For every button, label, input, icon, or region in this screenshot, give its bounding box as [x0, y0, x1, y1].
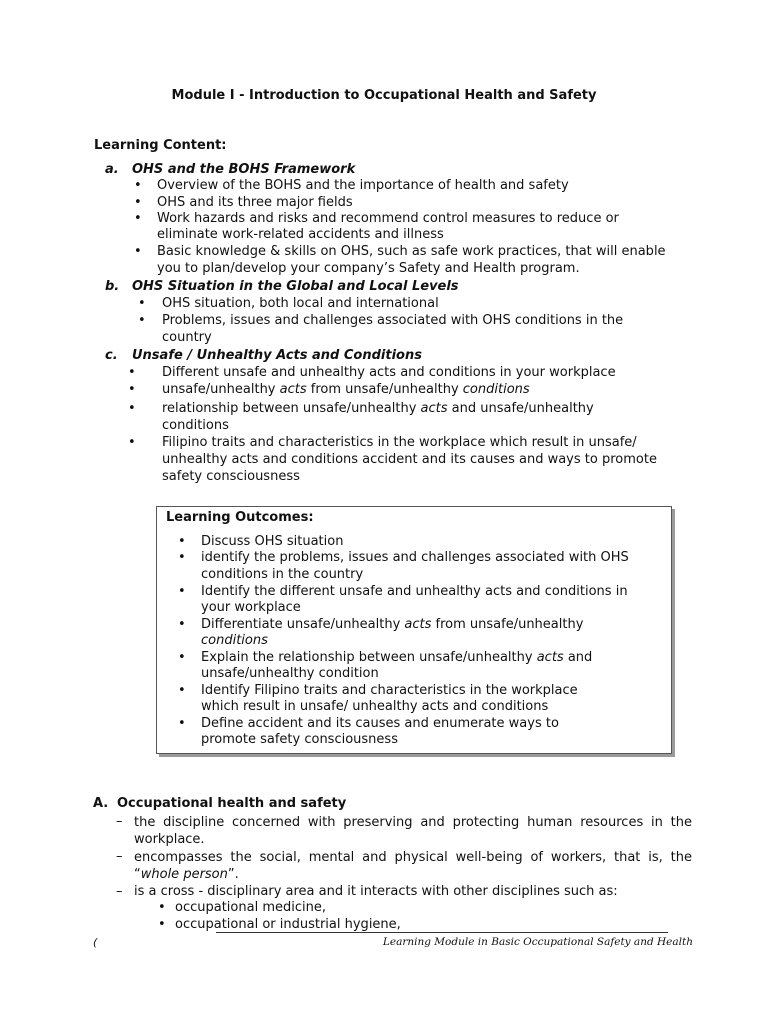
bullet-icon: •	[128, 382, 136, 397]
bullet-icon: •	[134, 244, 142, 259]
section-a-title	[105, 162, 355, 177]
list-item: Differentiate unsafe/unhealthy acts from unsafe/unhealthy	[201, 617, 584, 632]
footer-page-marker: (	[93, 936, 98, 949]
bullet-icon: •	[134, 195, 142, 210]
dash-icon: –	[116, 814, 123, 829]
list-item-continuation: conditions	[162, 418, 229, 433]
dash-item: encompasses the social, mental and physical well-being of workers, that is, the “whole person”.	[134, 850, 692, 882]
section-a-marker: a.	[105, 162, 119, 177]
list-item-continuation: conditions in the country	[201, 567, 364, 582]
list-item: Filipino traits and characteristics in the workplace which result in unsafe/	[162, 435, 637, 450]
list-item-continuation: promote safety consciousness	[201, 732, 398, 747]
section-a-title-text: OHS and the BOHS Framework	[132, 162, 356, 177]
section-c-marker: c.	[105, 348, 118, 363]
bullet-icon: •	[128, 365, 136, 380]
bullet-icon: •	[178, 716, 186, 731]
bullet-icon: •	[178, 650, 186, 665]
footer-rule	[216, 932, 668, 933]
list-item: OHS situation, both local and international	[162, 296, 439, 311]
bullet-icon: •	[178, 584, 186, 599]
section-b-title-text: OHS Situation in the Global and Local Levels	[132, 279, 459, 294]
list-item: Explain the relationship between unsafe/unhealthy acts and	[201, 650, 593, 665]
list-item: Identify the different unsafe and unhealthy acts and conditions in	[201, 584, 628, 599]
learning-content-heading: Learning Content:	[94, 138, 227, 153]
list-item-continuation: unsafe/unhealthy condition	[201, 666, 379, 681]
dash-item: is a cross - disciplinary area and it interacts with other disciplines such as:	[134, 884, 618, 899]
bullet-icon: •	[138, 296, 146, 311]
list-item-continuation: safety consciousness	[162, 469, 300, 484]
bullet-icon: •	[178, 683, 186, 698]
section-c-title	[105, 348, 422, 363]
section-A-marker: A.	[93, 796, 109, 811]
list-item: Work hazards and risks and recommend control measures to reduce or	[157, 211, 619, 226]
page-title: Module I - Introduction to Occupational Health and Safety	[171, 88, 597, 103]
list-item: OHS and its three major fields	[157, 195, 353, 210]
list-item: Overview of the BOHS and the importance of health and safety	[157, 178, 569, 193]
bullet-icon: •	[138, 313, 146, 328]
list-item-continuation: which result in unsafe/ unhealthy acts and conditions	[201, 699, 549, 714]
section-b-marker: b.	[105, 279, 120, 294]
bullet-icon: •	[158, 917, 166, 932]
footer-text: Learning Module in Basic Occupational Safety and Health	[382, 936, 693, 948]
learning-outcomes-heading: Learning Outcomes:	[166, 510, 314, 525]
bullet-icon: •	[134, 211, 142, 226]
list-item: occupational or industrial hygiene,	[175, 917, 401, 932]
bullet-icon: •	[158, 900, 166, 915]
list-item-continuation: your workplace	[201, 600, 301, 615]
list-item: occupational medicine,	[175, 900, 326, 915]
section-b-title	[105, 279, 459, 294]
bullet-icon: •	[178, 534, 186, 549]
bullet-icon: •	[178, 617, 186, 632]
list-item-continuation: country	[162, 330, 212, 345]
list-item-continuation: eliminate work-related accidents and illness	[157, 227, 444, 242]
dash-icon: –	[116, 884, 123, 899]
section-A-title	[93, 796, 346, 811]
bullet-icon: •	[178, 550, 186, 565]
section-A-title-text: Occupational health and safety	[117, 796, 347, 811]
bullet-icon: •	[128, 401, 136, 416]
list-item: relationship between unsafe/unhealthy acts and unsafe/unhealthy	[162, 401, 594, 416]
list-item-continuation: conditions	[201, 633, 268, 648]
list-item: unsafe/unhealthy acts from unsafe/unhealthy conditions	[162, 382, 530, 397]
list-item: identify the problems, issues and challenges associated with OHS	[201, 550, 629, 565]
list-item-continuation: you to plan/develop your company’s Safety and Health program.	[157, 261, 580, 276]
section-c-title-text: Unsafe / Unhealthy Acts and Conditions	[132, 348, 422, 363]
list-item: Different unsafe and unhealthy acts and conditions in your workplace	[162, 365, 616, 380]
list-item: Problems, issues and challenges associated with OHS conditions in the	[162, 313, 624, 328]
dash-icon: –	[116, 849, 123, 864]
list-item: Discuss OHS situation	[201, 534, 344, 549]
list-item: Basic knowledge & skills on OHS, such as safe work practices, that will enable	[157, 244, 666, 259]
dash-item: the discipline concerned with preserving and protecting human resources in the workplace.	[134, 815, 692, 847]
bullet-icon: •	[128, 435, 136, 450]
list-item-continuation: unhealthy acts and conditions accident and its causes and ways to promote	[162, 452, 657, 467]
bullet-icon: •	[134, 178, 142, 193]
list-item: Identify Filipino traits and characteristics in the workplace	[201, 683, 578, 698]
list-item: Define accident and its causes and enumerate ways to	[201, 716, 559, 731]
